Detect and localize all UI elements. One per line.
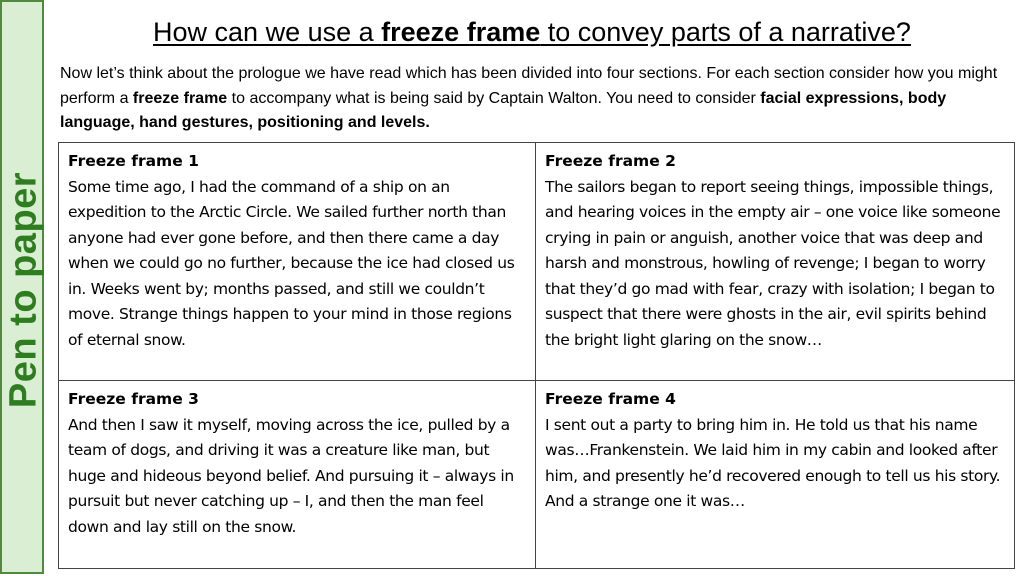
intro-paragraph <box>60 62 1000 136</box>
freeze-frame-title: Freeze frame 3 <box>68 390 199 408</box>
title-bold: freeze frame <box>381 17 541 47</box>
freeze-frame-text: Some time ago, I had the command of a ship on an expedition to the Arctic Circle. We sailed further north than anyone had ever gone before, and then there came a day when we could go no further, because the ice had closed us in. Weeks went by; months passed, and still we couldn’t move. Strange things happen to your mind in those regions of eternal snow. <box>68 177 515 349</box>
title-suffix: to convey parts of a narrative? <box>540 17 911 47</box>
freeze-frame-title: Freeze frame 1 <box>68 152 199 170</box>
freeze-frame-cell-1 <box>59 143 536 381</box>
intro-part-2: to accompany what is being said by Captain Walton. You need to consider <box>227 89 761 107</box>
freeze-frame-text: And then I saw it myself, moving across the ice, pulled by a team of dogs, and driving it was a creature like man, but huge and hideous beyond belief. And pursuing it – always in pursuit but never catching up – I, and then the man feel down and lay still on the snow. <box>68 415 514 536</box>
freeze-frame-text: The sailors began to report seeing things, impossible things, and hearing voices in the empty air – one voice like someone crying in pain or anguish, another voice that was deep and harsh and monstrous, howling of revenge; I began to worry that they’d go mad with fear, crazy with isolation; I began to suspect that there were ghosts in the air, evil spirits behind the bright light glaring on the snow… <box>545 177 1001 349</box>
intro-part-1: Now let’s think about the prologue we have read which has been divided into four sections. For each section consider how you might perform a <box>60 65 998 107</box>
page-title <box>60 14 1004 50</box>
intro-bold-1: freeze frame <box>132 89 228 107</box>
freeze-frame-title: Freeze frame 2 <box>545 152 676 170</box>
intro-bold-2: facial expressions, body language, hand gestures, positioning and levels. <box>60 89 947 131</box>
freeze-frame-cell-2 <box>536 143 1015 381</box>
sidebar-label: Pen to paper <box>2 171 45 409</box>
table-row <box>59 143 1015 381</box>
table-row <box>59 381 1015 569</box>
freeze-frame-table <box>58 142 1015 569</box>
sidebar-banner <box>0 0 44 574</box>
freeze-frame-cell-3 <box>59 381 536 569</box>
freeze-frame-text: I sent out a party to bring him in. He told us that his name was…Frankenstein. We laid him in my cabin and looked after him, and presently he’d recovered enough to tell us his story. And a strange one it was… <box>545 415 1001 510</box>
freeze-frame-title: Freeze frame 4 <box>545 390 676 408</box>
title-prefix: How can we use a <box>153 17 382 47</box>
freeze-frame-cell-4 <box>536 381 1015 569</box>
